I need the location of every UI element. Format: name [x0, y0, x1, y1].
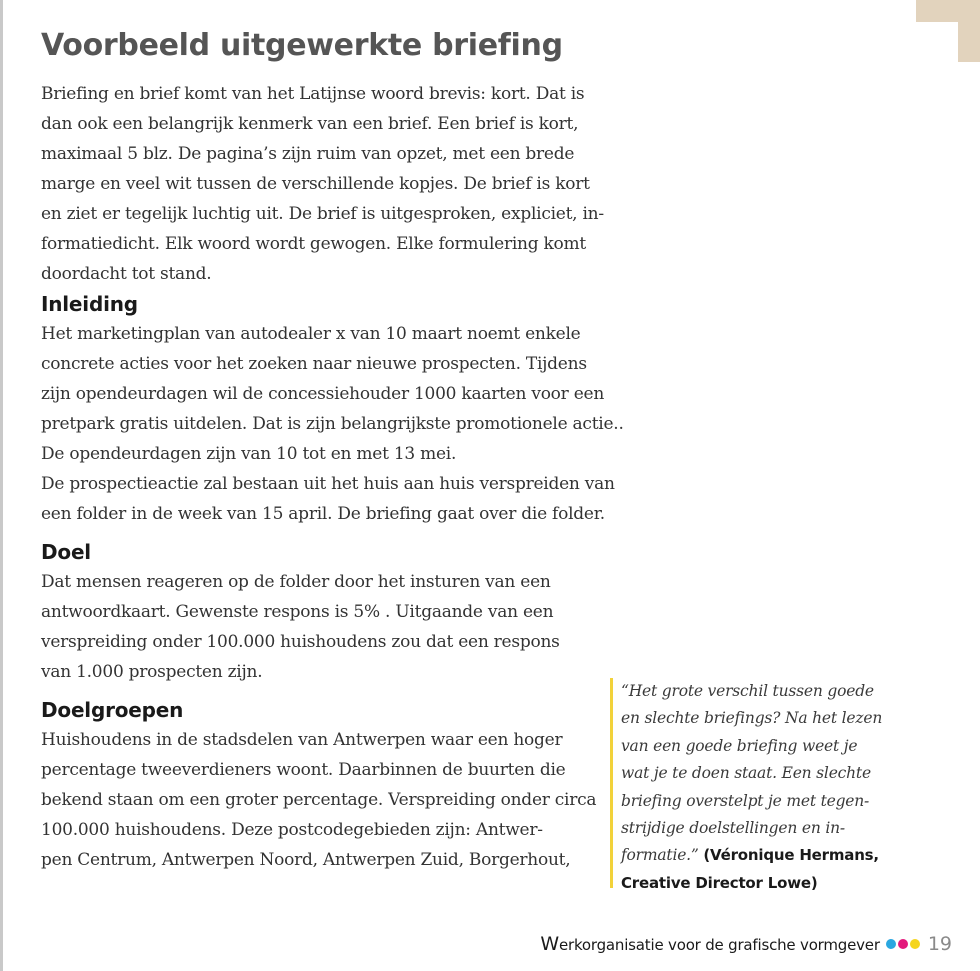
text-line: marge en veel wit tussen de verschillende kopjes. De brief is kort — [41, 174, 590, 194]
section-heading-doelgroepen: Doelgroepen — [41, 698, 184, 722]
text-line: formatiedicht. Elk woord wordt gewogen. Elke formulering komt — [41, 234, 586, 254]
text-line: Briefing en brief komt van het Latijnse woord brevis: kort. Dat is — [41, 84, 585, 104]
text-line: Huishoudens in de stadsdelen van Antwerpen waar een hoger — [41, 730, 563, 750]
footer-title-rest: erkorganisatie voor de grafische vormgever — [558, 936, 880, 954]
pull-quote — [610, 678, 921, 892]
page-footer — [540, 930, 952, 958]
text-line: verspreiding onder 100.000 huishoudens zou dat een respons — [41, 632, 560, 652]
text-line: Dat mensen reageren op de folder door het insturen van een — [41, 572, 551, 592]
yellow-dot-icon — [910, 939, 920, 949]
quote-line-final — [621, 842, 921, 869]
quote-line-attribution — [621, 870, 921, 897]
page-left-rule — [0, 0, 3, 971]
main-column — [41, 79, 624, 875]
text-line: percentage tweeverdieners woont. Daarbinnen de buurten die — [41, 760, 566, 780]
text-line: zijn opendeurdagen wil de concessiehouder 1000 kaarten voor een — [41, 384, 605, 404]
color-dots — [886, 939, 920, 949]
text-line: concrete acties voor het zoeken naar nieuwe prospecten. Tijdens — [41, 354, 587, 374]
text-line: maximaal 5 blz. De pagina’s zijn ruim van opzet, met een brede — [41, 144, 575, 164]
section-paragraph-doel — [41, 567, 601, 687]
quote-line: “Het grote verschil tussen goede — [621, 682, 874, 700]
text-line: pretpark gratis uitdelen. Dat is zijn belangrijkste promotionele actie.. — [41, 414, 624, 434]
text-line: 100.000 huishoudens. Deze postcodegebieden zijn: Antwer- — [41, 820, 543, 840]
text-line: van 1.000 prospecten zijn. — [41, 662, 263, 682]
section-heading-inleiding: Inleiding — [41, 292, 138, 316]
text-line: pen Centrum, Antwerpen Noord, Antwerpen Zuid, Borgerhout, — [41, 850, 571, 870]
text-line: doordacht tot stand. — [41, 264, 212, 284]
text-line: een folder in de week van 15 april. De briefing gaat over die folder. — [41, 504, 605, 524]
corner-decoration — [916, 0, 980, 62]
section-paragraph-inleiding — [41, 319, 624, 529]
text-line: Het marketingplan van autodealer x van 10 maart noemt enkele — [41, 324, 581, 344]
quote-text-end: formatie.” — [621, 846, 699, 865]
quote-line: strijdige doelstellingen en in- — [621, 819, 845, 838]
quote-attribution-name: (Véronique Hermans, — [703, 846, 879, 865]
footer-title — [540, 933, 879, 955]
text-line: De prospectieactie zal bestaan uit het huis aan huis verspreiden van — [41, 474, 615, 494]
intro-paragraph — [41, 79, 604, 289]
page-title: Voorbeeld uitgewerkte briefing — [41, 28, 563, 63]
quote-attribution-role: Creative Director Lowe) — [621, 873, 818, 892]
cyan-dot-icon — [886, 939, 896, 949]
magenta-dot-icon — [898, 939, 908, 949]
quote-line: briefing overstelpt je met tegen- — [621, 791, 870, 810]
text-line: dan ook een belangrijk kenmerk van een brief. Een brief is kort, — [41, 114, 579, 134]
text-line: bekend staan om een groter percentage. Verspreiding onder circa — [41, 790, 597, 810]
quote-line: van een goede briefing weet je — [621, 736, 858, 755]
text-line: De opendeurdagen zijn van 10 tot en met 13 mei. — [41, 444, 457, 464]
text-line: antwoordkaart. Gewenste respons is 5% . Uitgaande van een — [41, 602, 554, 622]
quote-line: wat je te doen staat. Een slechte — [621, 764, 871, 783]
footer-title-initial: W — [540, 933, 559, 955]
section-heading-doel: Doel — [41, 540, 91, 564]
page-number: 19 — [927, 933, 952, 955]
section-paragraph-doelgroepen — [41, 725, 601, 875]
text-line: en ziet er tegelijk luchtig uit. De brief is uitgesproken, expliciet, in- — [41, 204, 604, 224]
quote-line: en slechte briefings? Na het lezen — [621, 709, 883, 728]
